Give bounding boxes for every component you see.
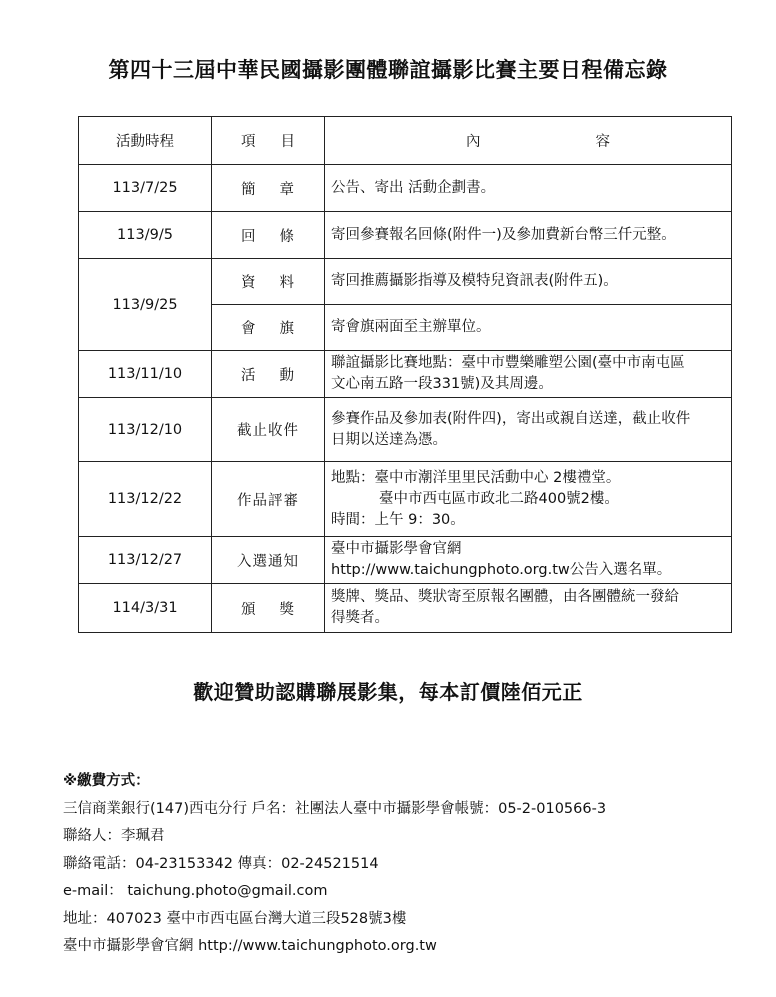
bank-account-line: 三信商業銀行(147)西屯分行 戶名：社團法人臺中市攝影學會帳號：05-2-010566-3: [63, 800, 607, 817]
phone-fax-line: 聯絡電話：04-23153342 傳真：02-24521514: [63, 855, 379, 872]
row-content: 臺中市攝影學會官網 http://www.taichungphoto.org.tw公告入選名單。: [325, 537, 732, 584]
address-line: 地址：407023 臺中市西屯區台灣大道三段528號3樓: [63, 910, 407, 927]
row-date: 113/12/27: [79, 537, 212, 584]
row-item: 簡 章: [212, 165, 325, 212]
header-content: 內 容: [325, 117, 732, 165]
row-item: 資 料: [212, 259, 325, 305]
table-row: [79, 259, 732, 305]
row-content: 寄回參賽報名回條(附件一)及參加費新台幣三仟元整。: [325, 212, 732, 259]
row-date: 113/11/10: [79, 351, 212, 398]
table-header-row: [79, 117, 732, 165]
row-content: 獎牌、獎品、獎狀寄至原報名團體，由各團體統一發給 得獎者。: [325, 584, 732, 633]
table-row: [79, 584, 732, 633]
table-row: [79, 351, 732, 398]
row-item: 活 動: [212, 351, 325, 398]
row-date: 114/3/31: [79, 584, 212, 633]
sponsor-banner: 歡迎贊助認購聯展影集，每本訂價陸佰元正: [193, 680, 583, 704]
row-item: 作品評審: [212, 462, 325, 537]
contact-person-line: 聯絡人：李珮君: [63, 828, 165, 844]
table-row: [79, 537, 732, 584]
header-item: 項 目: [212, 117, 325, 165]
table-row: [79, 212, 732, 259]
row-content: 寄會旗兩面至主辦單位。: [325, 305, 732, 351]
row-date: 113/9/25: [79, 259, 212, 351]
table-row: [79, 165, 732, 212]
row-content: 聯誼攝影比賽地點：臺中市豐樂雕塑公園(臺中市南屯區 文心南五路一段331號)及其周邊。: [325, 351, 732, 398]
schedule-table: [78, 116, 732, 633]
email-line: e-mail： taichung.photo@gmail.com: [63, 883, 328, 899]
row-date: 113/9/5: [79, 212, 212, 259]
row-item: 會 旗: [212, 305, 325, 351]
table-row: [79, 462, 732, 537]
website-line: 臺中市攝影學會官網 http://www.taichungphoto.org.tw: [63, 938, 437, 954]
row-item: 回 條: [212, 212, 325, 259]
row-date: 113/12/22: [79, 462, 212, 537]
payment-heading: ※繳費方式：: [63, 773, 150, 789]
row-item: 頒 獎: [212, 584, 325, 633]
header-date: 活動時程: [79, 117, 212, 165]
payment-info: [63, 768, 753, 961]
row-content: 地點：臺中市潮洋里里民活動中心 2樓禮堂。 臺中市西屯區市政北二路400號2樓。 時間：上午 9：30。: [325, 462, 732, 537]
row-item: 截止收件: [212, 398, 325, 462]
row-content: 公告、寄出 活動企劃書。: [325, 165, 732, 212]
row-item: 入選通知: [212, 537, 325, 584]
row-content: 參賽作品及參加表(附件四)，寄出或親自送達，截止收件 日期以送達為憑。: [325, 398, 732, 462]
page-title: 第四十三屆中華民國攝影團體聯誼攝影比賽主要日程備忘錄: [108, 58, 668, 82]
row-date: 113/12/10: [79, 398, 212, 462]
table-row: [79, 398, 732, 462]
row-content: 寄回推薦攝影指導及模特兒資訊表(附件五)。: [325, 259, 732, 305]
row-date: 113/7/25: [79, 165, 212, 212]
